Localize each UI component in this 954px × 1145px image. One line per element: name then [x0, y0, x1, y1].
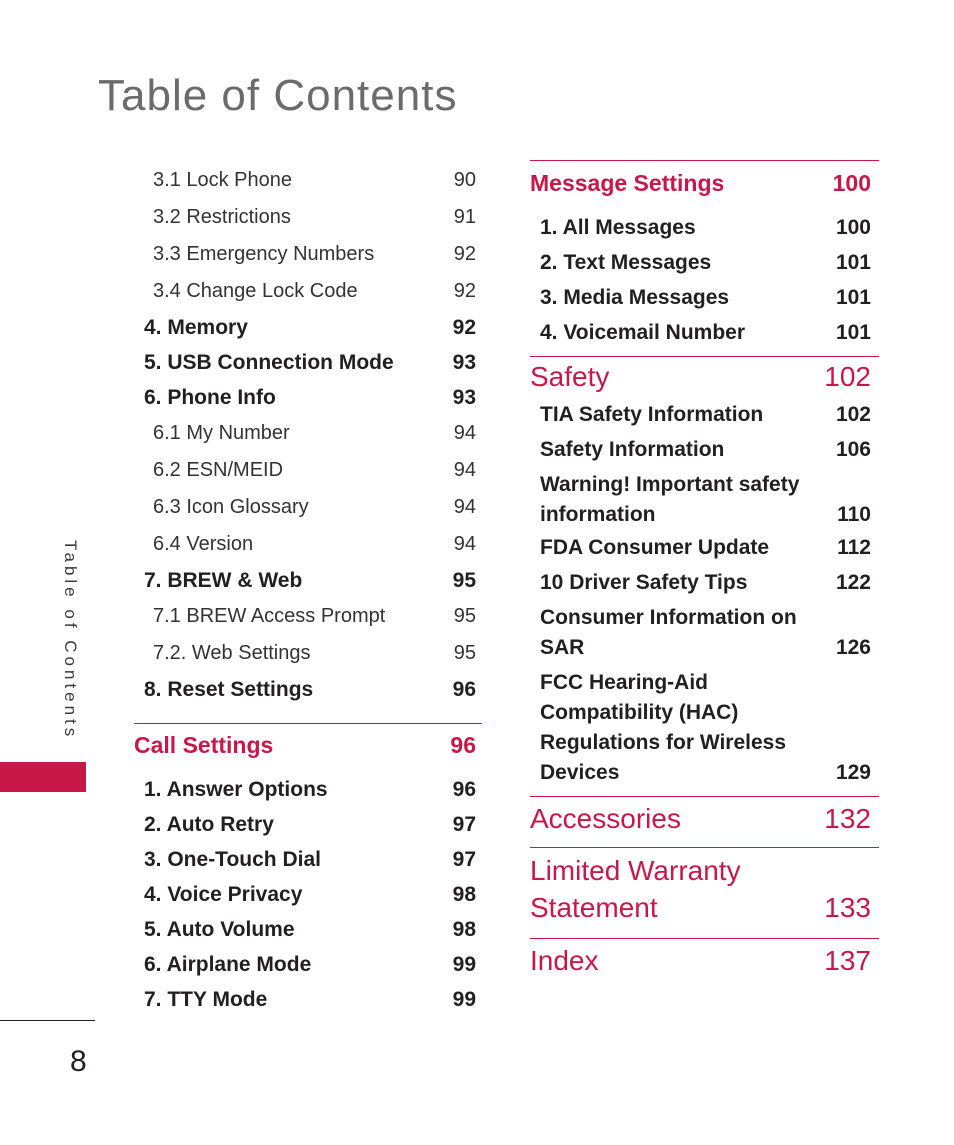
toc-entry-page: 93	[452, 350, 476, 374]
side-section-label: Table of Contents	[61, 540, 80, 741]
page-title: Table of Contents	[98, 71, 458, 120]
section-heading-message-settings[interactable]	[530, 160, 879, 205]
toc-entry-label: 3.1 Lock Phone	[153, 169, 292, 191]
toc-entry-page: 101	[835, 285, 871, 309]
toc-entry-label: 4. Voice Privacy	[144, 882, 303, 906]
section-heading-label: Call Settings	[134, 731, 274, 758]
section-heading-page: 102	[824, 361, 871, 392]
toc-entry[interactable]	[134, 598, 482, 635]
section-heading-page: 96	[450, 731, 476, 758]
toc-entry-page: 93	[452, 385, 476, 409]
toc-entry-label: 3.3 Emergency Numbers	[153, 243, 375, 265]
toc-entry[interactable]	[530, 530, 879, 565]
toc-entry-label: 8. Reset Settings	[144, 677, 314, 701]
toc-entry-page: 94	[453, 422, 476, 444]
toc-entry-page: 122	[835, 570, 871, 594]
toc-entry-label: 6.4 Version	[153, 533, 254, 555]
toc-entry[interactable]	[530, 467, 879, 530]
toc-entry[interactable]	[530, 565, 879, 600]
toc-left-column	[134, 162, 482, 1017]
toc-entry-page: 98	[452, 882, 476, 906]
toc-entry-label: 7.2. Web Settings	[153, 642, 311, 664]
toc-entry[interactable]	[134, 912, 482, 947]
section-heading-page: 133	[824, 892, 871, 923]
toc-entry-page: 95	[453, 642, 476, 664]
section-heading-label	[530, 852, 741, 926]
toc-entry[interactable]	[134, 877, 482, 912]
toc-entry[interactable]	[530, 663, 879, 796]
toc-entry-page: 96	[452, 777, 476, 801]
toc-entry[interactable]	[134, 526, 482, 563]
toc-entry[interactable]	[134, 273, 482, 310]
toc-entry[interactable]	[134, 807, 482, 842]
toc-entry-page: 110	[837, 503, 871, 526]
toc-entry-label: 3.2 Restrictions	[153, 206, 291, 228]
toc-entry[interactable]	[134, 345, 482, 380]
toc-entry-label: 4. Voicemail Number	[540, 320, 746, 344]
toc-entry-label: 1. Answer Options	[144, 777, 328, 801]
toc-entry-page: 99	[452, 987, 476, 1011]
toc-entry[interactable]	[134, 489, 482, 526]
section-heading-line: Statement	[530, 892, 658, 923]
section-heading-label: Safety	[530, 361, 610, 392]
toc-entry-label: 2. Text Messages	[540, 250, 712, 274]
toc-entry[interactable]	[530, 397, 879, 432]
section-heading-limited-warranty[interactable]	[530, 847, 879, 934]
toc-entry-label: 10 Driver Safety Tips	[540, 570, 748, 594]
toc-entry-label: 7. BREW & Web	[144, 568, 303, 592]
toc-entry-page: 97	[452, 812, 476, 836]
toc-entry[interactable]	[530, 245, 879, 280]
toc-entry-page: 112	[837, 535, 871, 559]
section-heading-label: Index	[530, 945, 599, 976]
toc-entry-page: 90	[453, 169, 476, 191]
section-heading-label: Accessories	[530, 803, 681, 834]
toc-entry[interactable]	[134, 199, 482, 236]
toc-entry-label: 6. Airplane Mode	[144, 952, 312, 976]
section-heading-line: Limited Warranty	[530, 855, 741, 886]
toc-entry-label: 2. Auto Retry	[144, 812, 274, 836]
toc-entry-page: 101	[835, 250, 871, 274]
toc-entry-label: 5. Auto Volume	[144, 917, 295, 941]
toc-entry-page: 101	[835, 320, 871, 344]
toc-entry-label: Warning! Important safety information	[540, 473, 800, 526]
toc-entry-label: 6. Phone Info	[144, 385, 276, 409]
footer-rule	[0, 1020, 95, 1021]
toc-entry[interactable]	[134, 380, 482, 415]
toc-entry-page: 126	[835, 636, 871, 659]
section-heading-accessories[interactable]	[530, 796, 879, 843]
toc-entry[interactable]	[134, 842, 482, 877]
section-heading-page: 137	[824, 945, 871, 976]
toc-entry-label: 3. Media Messages	[540, 285, 730, 309]
section-heading-index[interactable]	[530, 938, 879, 977]
toc-entry-page: 95	[453, 605, 476, 627]
toc-entry-label: 7. TTY Mode	[144, 987, 268, 1011]
toc-right-column	[530, 160, 879, 977]
toc-entry-page: 129	[835, 761, 871, 784]
toc-entry[interactable]	[134, 415, 482, 452]
toc-entry[interactable]	[134, 772, 482, 807]
toc-entry-page: 94	[453, 496, 476, 518]
toc-entry-page: 100	[835, 215, 871, 239]
section-heading-label: Message Settings	[530, 169, 725, 196]
toc-entry-label: TIA Safety Information	[540, 402, 764, 426]
toc-entry-page: 98	[452, 917, 476, 941]
toc-entry-label: FCC Hearing-Aid Compatibility (HAC) Regulations for Wireless Devices	[540, 671, 787, 784]
toc-entry[interactable]	[134, 947, 482, 982]
toc-entry[interactable]	[530, 280, 879, 315]
toc-entry-label: Consumer Information on SAR	[540, 606, 797, 659]
toc-entry-page: 96	[452, 677, 476, 701]
toc-entry-page: 94	[453, 533, 476, 555]
toc-entry[interactable]	[134, 635, 482, 672]
toc-entry[interactable]	[134, 563, 482, 598]
toc-entry[interactable]	[134, 310, 482, 345]
toc-entry[interactable]	[530, 432, 879, 467]
toc-entry[interactable]	[530, 315, 879, 350]
toc-entry-page: 92	[453, 243, 476, 265]
toc-entry[interactable]	[134, 162, 482, 199]
toc-entry-label: 7.1 BREW Access Prompt	[153, 605, 386, 627]
toc-entry-label: 6.1 My Number	[153, 422, 290, 444]
toc-entry-page: 95	[452, 568, 476, 592]
toc-entry-label: 6.2 ESN/MEID	[153, 459, 284, 481]
toc-entry-label: 4. Memory	[144, 315, 248, 339]
section-heading-page: 100	[832, 169, 871, 196]
toc-entry-label: 3.4 Change Lock Code	[153, 280, 358, 302]
toc-entry[interactable]	[134, 452, 482, 489]
page-number: 8	[70, 1045, 87, 1078]
toc-entry-page: 92	[453, 280, 476, 302]
section-heading-page: 132	[824, 803, 871, 834]
toc-entry[interactable]	[134, 982, 482, 1017]
toc-entry-label: Safety Information	[540, 437, 725, 461]
side-section-tab	[0, 762, 86, 792]
toc-entry-page: 97	[452, 847, 476, 871]
section-heading-safety[interactable]	[530, 356, 879, 393]
toc-entry-page: 92	[452, 315, 476, 339]
toc-entry-label: 3. One-Touch Dial	[144, 847, 321, 871]
toc-entry-page: 99	[452, 952, 476, 976]
toc-entry[interactable]	[530, 210, 879, 245]
toc-entry-page: 91	[453, 206, 476, 228]
toc-entry-label: FDA Consumer Update	[540, 535, 770, 559]
toc-entry[interactable]	[134, 672, 482, 707]
toc-entry-page: 94	[453, 459, 476, 481]
toc-entry-page: 106	[835, 437, 871, 461]
toc-entry[interactable]	[530, 600, 879, 663]
toc-entry-page: 102	[835, 402, 871, 426]
toc-entry-label: 6.3 Icon Glossary	[153, 496, 309, 518]
toc-entry-label: 1. All Messages	[540, 215, 696, 239]
toc-entry[interactable]	[134, 236, 482, 273]
section-heading-call-settings[interactable]	[134, 723, 482, 766]
toc-entry-label: 5. USB Connection Mode	[144, 350, 394, 374]
